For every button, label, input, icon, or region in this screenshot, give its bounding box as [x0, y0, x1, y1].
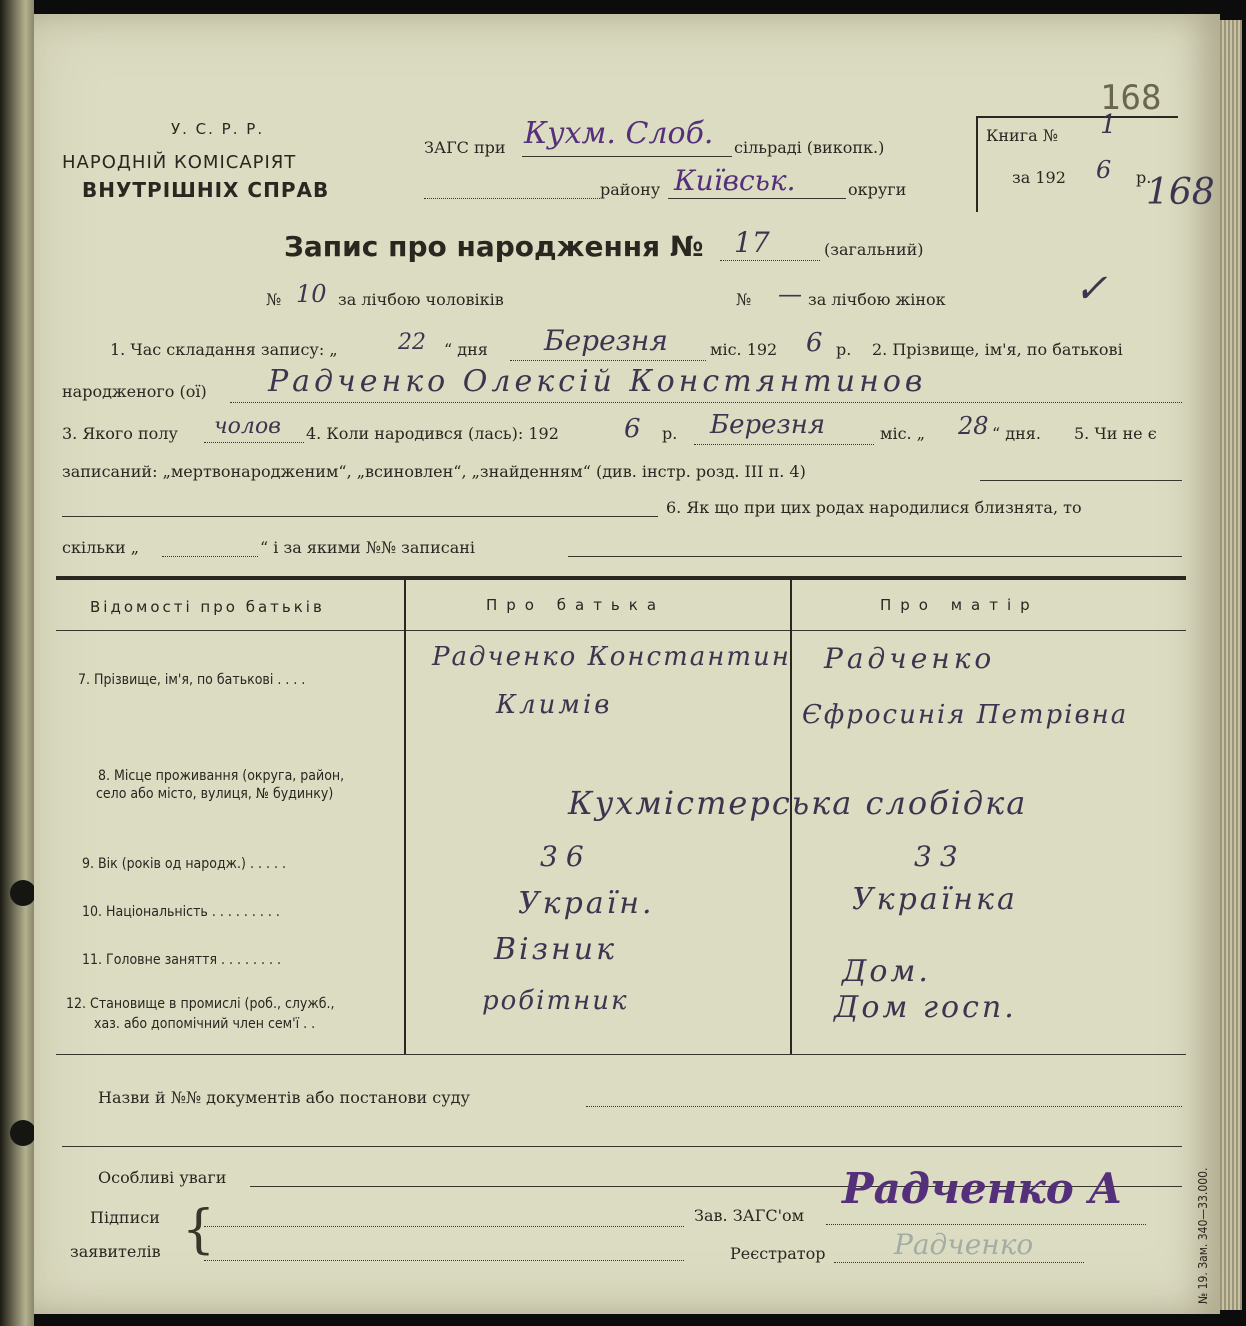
check-mark: ✓ [1074, 266, 1108, 312]
hw-district: Київськ. [674, 164, 796, 197]
registrar-signature: Радченко [894, 1228, 1034, 1261]
commissariat-line1: НАРОДНІЙ КОМІСАРІЯТ [62, 152, 297, 173]
year-suffix: р. [1136, 168, 1152, 187]
book-label: Книга № [986, 126, 1058, 145]
field-4-month: міс. „ [880, 424, 925, 443]
village-council-label: сільраді (викопк.) [734, 138, 885, 157]
hw-male-count: 10 [296, 280, 327, 308]
table-bottom-rule [56, 1054, 1186, 1055]
book-number: 1 [1100, 110, 1117, 140]
hw-record-year: 6 [806, 328, 823, 358]
year-prefix: за 192 [1012, 168, 1066, 187]
docs-label: Назви й №№ документів або постанови суду [98, 1088, 470, 1107]
hw-record-day: 22 [398, 330, 426, 355]
header-parents-info: Відомості про батьків [90, 598, 325, 616]
record-month-line [510, 360, 706, 361]
field-5-label: 5. Чи не є [1074, 424, 1157, 443]
twins-records-line [568, 556, 1182, 557]
female-prefix: № [736, 290, 752, 309]
signatures-label2: заявителів [70, 1242, 161, 1261]
hw-birth-day: 28 [958, 412, 989, 440]
docs-line [586, 1106, 1182, 1107]
general-label: (загальний) [824, 240, 924, 259]
field-6-cont1: скільки „ [62, 538, 139, 557]
signatures-label1: Підписи [90, 1208, 160, 1227]
applicant-signature-line [204, 1226, 684, 1227]
hw-female-count: — [778, 280, 802, 308]
field-5-line [980, 480, 1182, 481]
hw-record-number: 17 [734, 226, 770, 259]
hw-mother-name2: Єфросинія Петрівна [802, 700, 1129, 730]
ussr-label: У. С. Р. Р. [171, 120, 265, 138]
hw-father-occupation: Візник [494, 932, 617, 967]
registrar-label: Реєстратор [730, 1244, 826, 1263]
hw-birth-month: Березня [710, 410, 826, 440]
birth-month-line [694, 444, 874, 445]
binding-hole [10, 880, 36, 906]
row-11-label: 11. Головне заняття . . . . . . . . [82, 952, 282, 968]
hw-mother-age: 33 [914, 840, 966, 873]
year-digit: 6 [1096, 156, 1112, 184]
field-3-label: 3. Якого полу [62, 424, 178, 443]
hw-mother-status: Дом госп. [834, 990, 1017, 1025]
hw-father-age: 36 [540, 840, 592, 873]
hw-child-name: Радченко Олексій Констянтинов [268, 364, 927, 399]
hw-residence: Кухмістерська слобідка [568, 784, 1028, 822]
docs-line2 [62, 1146, 1182, 1147]
birth-record-page [34, 14, 1220, 1314]
village-line [522, 156, 732, 157]
okrug-line [668, 198, 846, 199]
hw-father-status: робітник [482, 986, 629, 1016]
row-7-label: 7. Прізвище, ім'я, по батькові . . . . [78, 672, 306, 688]
print-order-code: № 19. Зам. 340—33.000. [1196, 1167, 1210, 1304]
hw-mother-name: Радченко [824, 642, 996, 675]
hw-father-nationality: Україн. [518, 886, 655, 921]
zags-prefix: ЗАГС при [424, 138, 506, 157]
hw-father-name2: Климів [496, 690, 613, 720]
commissariat-line2: ВНУТРІШНІХ СПРАВ [82, 178, 330, 202]
row-10-label: 10. Національність . . . . . . . . . [82, 904, 280, 920]
signature-brace: { [182, 1200, 216, 1260]
hw-sex: чолов [214, 414, 281, 439]
zags-head-signature: Радченко А [842, 1164, 1123, 1213]
field-5-cont: записаний: „мертвонародженим“, „всиновлен“, „знайденням“ (див. інстр. розд. III п. 4) [62, 462, 806, 481]
field-6-label: 6. Як що при цих родах народилися близнята, то [666, 498, 1082, 517]
registrar-line [834, 1262, 1084, 1263]
page-edges [1220, 20, 1242, 1310]
district-label: району [600, 180, 661, 199]
field-4-label: 4. Коли народився (лась): 192 [306, 424, 559, 443]
female-count-label: за лічбою жінок [808, 290, 946, 309]
hw-mother-nationality: Українка [852, 882, 1018, 917]
hw-father-name: Радченко Константин [432, 642, 791, 672]
row-12-label: 12. Становище в промислі (роб., служб., [66, 996, 335, 1012]
row-8-label: 8. Місце проживання (округа, район, [98, 768, 345, 784]
table-col-divider [404, 580, 406, 1054]
record-number-line [720, 260, 820, 261]
binding-hole [10, 1120, 36, 1146]
field-6-cont2: “ і за якими №№ записані [260, 538, 476, 557]
okrug-label: округи [848, 180, 907, 199]
hw-village: Кухм. Слоб. [524, 116, 714, 151]
hw-birth-year: 6 [624, 414, 641, 444]
zags-head-line [826, 1224, 1146, 1225]
table-header-rule [56, 630, 1186, 631]
page-number: 168 [1100, 78, 1162, 118]
row-12-label2: хаз. або допомічний член сем'ї . . [94, 1016, 316, 1032]
field-2-cont: народженого (ої) [62, 382, 207, 401]
sex-line [204, 442, 304, 443]
child-name-line [230, 402, 1182, 403]
field-2-label: 2. Прізвище, ім'я, по батькові [872, 340, 1123, 359]
twins-count-line [162, 556, 258, 557]
field-5-line2 [62, 516, 658, 517]
field-4-day: “ дня. [992, 424, 1041, 443]
field-1-end: р. [836, 340, 852, 359]
header-about-mother: Про матір [880, 596, 1039, 614]
field-4-r: р. [662, 424, 678, 443]
male-count-label: за лічбою чоловіків [338, 290, 504, 309]
zags-head-label: Зав. ЗАГС'ом [694, 1206, 805, 1225]
male-prefix: № [266, 290, 282, 309]
table-top-rule [56, 576, 1186, 580]
hw-mother-occupation: Дом. [842, 954, 931, 989]
field-1-month: міс. 192 [710, 340, 778, 359]
applicant-signature-line [204, 1260, 684, 1261]
record-title: Запис про народження № [284, 230, 704, 263]
hw-record-month: Березня [544, 324, 668, 357]
row-8-label2: село або місто, вулиця, № будинку) [96, 786, 334, 802]
district-line [424, 198, 600, 199]
header-about-father: Про батька [486, 596, 666, 614]
hw-page-number: 168 [1146, 172, 1215, 213]
notes-label: Особливі уваги [98, 1168, 227, 1187]
field-1-label: 1. Час складання запису: „ [110, 340, 338, 359]
field-1-day: “ дня [444, 340, 488, 359]
row-9-label: 9. Вік (років од народж.) . . . . . [82, 856, 286, 872]
